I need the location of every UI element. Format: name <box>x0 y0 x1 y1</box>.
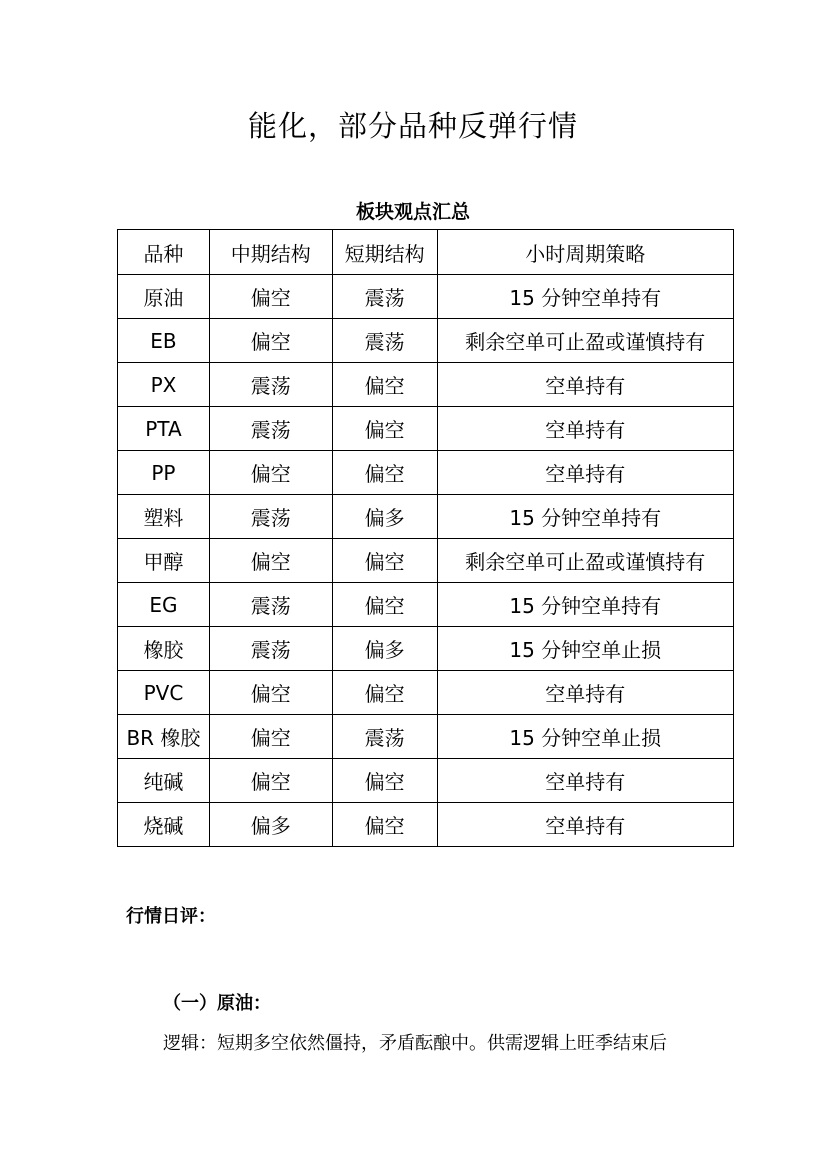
cell-short-term: 偏空 <box>332 451 437 495</box>
cell-mid-term: 偏多 <box>209 803 332 847</box>
cell-short-term: 偏空 <box>332 407 437 451</box>
cell-variety: 橡胶 <box>118 627 210 671</box>
table-row <box>118 715 734 759</box>
cell-mid-term: 偏空 <box>209 715 332 759</box>
cell-short-term: 偏多 <box>332 495 437 539</box>
cell-mid-term: 偏空 <box>209 275 332 319</box>
crude-oil-section-heading: （一）原油： <box>163 993 271 1014</box>
cell-short-term: 偏空 <box>332 671 437 715</box>
cell-hourly-strategy: 空单持有 <box>437 407 733 451</box>
cell-variety: 原油 <box>118 275 210 319</box>
cell-variety: PTA <box>118 407 210 451</box>
cell-mid-term: 震荡 <box>209 583 332 627</box>
cell-mid-term: 震荡 <box>209 407 332 451</box>
cell-short-term: 偏空 <box>332 583 437 627</box>
cell-hourly-strategy: 15 分钟空单持有 <box>437 495 733 539</box>
table-row <box>118 671 734 715</box>
cell-mid-term: 偏空 <box>209 671 332 715</box>
table-row <box>118 803 734 847</box>
table-header-row <box>118 230 734 275</box>
table-row <box>118 539 734 583</box>
table-row <box>118 759 734 803</box>
daily-review-heading: 行情日评： <box>126 906 216 927</box>
header-hourly-strategy: 小时周期策略 <box>437 230 733 275</box>
cell-variety: EG <box>118 583 210 627</box>
cell-short-term: 震荡 <box>332 275 437 319</box>
cell-mid-term: 震荡 <box>209 363 332 407</box>
cell-variety: 甲醇 <box>118 539 210 583</box>
cell-variety: EB <box>118 319 210 363</box>
table-row <box>118 451 734 495</box>
cell-short-term: 震荡 <box>332 715 437 759</box>
cell-mid-term: 偏空 <box>209 451 332 495</box>
cell-hourly-strategy: 空单持有 <box>437 363 733 407</box>
page-title: 能化，部分品种反弹行情 <box>247 109 578 143</box>
cell-mid-term: 偏空 <box>209 759 332 803</box>
cell-variety: PX <box>118 363 210 407</box>
cell-hourly-strategy: 15 分钟空单止损 <box>437 715 733 759</box>
table-caption: 板块观点汇总 <box>355 201 470 223</box>
cell-hourly-strategy: 空单持有 <box>437 671 733 715</box>
cell-variety: 烧碱 <box>118 803 210 847</box>
cell-short-term: 偏空 <box>332 539 437 583</box>
cell-short-term: 偏空 <box>332 759 437 803</box>
crude-oil-logic-text: 逻辑：短期多空依然僵持，矛盾酝酿中。供需逻辑上旺季结束后 <box>163 1033 667 1054</box>
cell-variety: BR 橡胶 <box>118 715 210 759</box>
table-row <box>118 627 734 671</box>
cell-hourly-strategy: 15 分钟空单止损 <box>437 627 733 671</box>
cell-hourly-strategy: 剩余空单可止盈或谨慎持有 <box>437 539 733 583</box>
table-row <box>118 407 734 451</box>
cell-mid-term: 震荡 <box>209 627 332 671</box>
header-short-term: 短期结构 <box>332 230 437 275</box>
cell-hourly-strategy: 空单持有 <box>437 803 733 847</box>
header-mid-term: 中期结构 <box>209 230 332 275</box>
cell-short-term: 震荡 <box>332 319 437 363</box>
cell-hourly-strategy: 空单持有 <box>437 451 733 495</box>
cell-hourly-strategy: 15 分钟空单持有 <box>437 275 733 319</box>
cell-short-term: 偏空 <box>332 363 437 407</box>
cell-variety: 纯碱 <box>118 759 210 803</box>
table-row <box>118 495 734 539</box>
cell-hourly-strategy: 剩余空单可止盈或谨慎持有 <box>437 319 733 363</box>
cell-mid-term: 震荡 <box>209 495 332 539</box>
table-row <box>118 275 734 319</box>
cell-short-term: 偏空 <box>332 803 437 847</box>
cell-hourly-strategy: 15 分钟空单持有 <box>437 583 733 627</box>
cell-variety: PP <box>118 451 210 495</box>
cell-hourly-strategy: 空单持有 <box>437 759 733 803</box>
table-row <box>118 319 734 363</box>
cell-short-term: 偏多 <box>332 627 437 671</box>
cell-variety: PVC <box>118 671 210 715</box>
cell-variety: 塑料 <box>118 495 210 539</box>
cell-mid-term: 偏空 <box>209 319 332 363</box>
table-row <box>118 363 734 407</box>
cell-mid-term: 偏空 <box>209 539 332 583</box>
summary-table <box>117 229 734 847</box>
header-variety: 品种 <box>118 230 210 275</box>
table-row <box>118 583 734 627</box>
